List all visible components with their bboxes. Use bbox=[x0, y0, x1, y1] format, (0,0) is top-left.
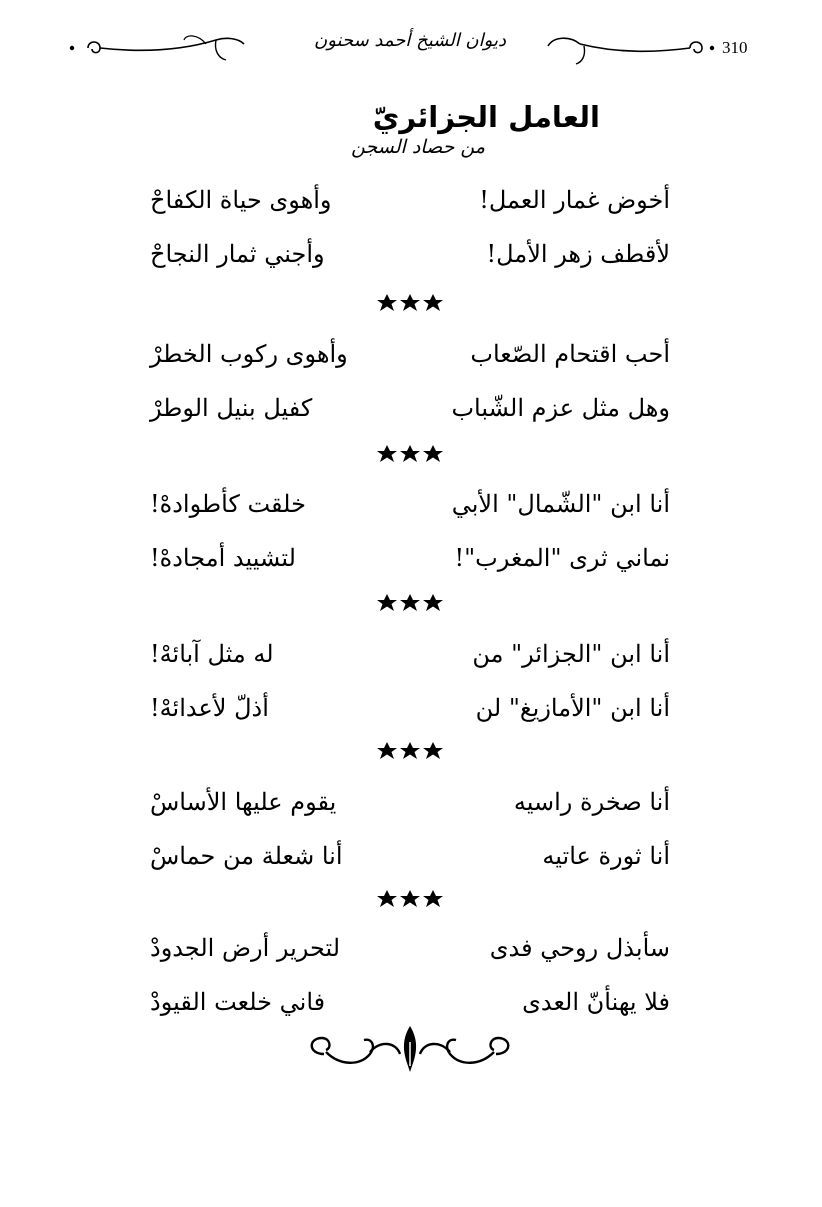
verse-first-hemistich: فلا يهنأنّ العدى bbox=[522, 988, 670, 1016]
stanza-separator-ornament bbox=[350, 592, 470, 620]
poem-subtitle: من حصاد السجن bbox=[351, 136, 485, 158]
verse-second-hemistich: وأجني ثمار النجاحْ bbox=[150, 240, 325, 268]
stanza bbox=[150, 788, 670, 896]
verse bbox=[150, 640, 670, 694]
verse-second-hemistich: فاني خلعت القيودْ bbox=[150, 988, 326, 1016]
verse bbox=[150, 240, 670, 294]
verse-second-hemistich: يقوم عليها الأساسْ bbox=[150, 788, 337, 816]
stanza bbox=[150, 186, 670, 294]
stanza-separator-ornament bbox=[350, 292, 470, 320]
stanza bbox=[150, 340, 670, 448]
verse-first-hemistich: أنا ثورة عاتيه bbox=[542, 842, 670, 870]
page-header bbox=[0, 0, 822, 100]
verse-first-hemistich: أخوض غمار العمل! bbox=[479, 186, 670, 214]
verse bbox=[150, 186, 670, 240]
verse-second-hemistich: وأهوى ركوب الخطرْ bbox=[150, 340, 348, 368]
verse-first-hemistich: وهل مثل عزم الشّباب bbox=[451, 394, 670, 422]
stanza-separator-ornament bbox=[350, 443, 470, 471]
verse-second-hemistich: له مثل آبائهْ! bbox=[150, 640, 274, 668]
footer-ornament bbox=[300, 1022, 520, 1082]
verse-second-hemistich: لتحرير أرض الجدودْ bbox=[150, 934, 341, 962]
verse-first-hemistich: أنا ابن "الشّمال" الأبي bbox=[451, 490, 670, 518]
verse-second-hemistich: أذلّ لأعدائهْ! bbox=[150, 694, 269, 722]
stanza-separator-ornament bbox=[350, 740, 470, 768]
verse bbox=[150, 340, 670, 394]
verse-second-hemistich: وأهوى حياة الكفاحْ bbox=[150, 186, 332, 214]
verse-first-hemistich: أنا ابن "الأمازيغ" لن bbox=[475, 694, 670, 722]
verse bbox=[150, 788, 670, 842]
verse bbox=[150, 934, 670, 988]
verse-second-hemistich: كفيل بنيل الوطرْ bbox=[150, 394, 313, 422]
verse bbox=[150, 490, 670, 544]
verse-first-hemistich: سأبذل روحي فدى bbox=[489, 934, 670, 962]
verse-first-hemistich: نماني ثرى "المغرب"! bbox=[454, 544, 670, 572]
verse-second-hemistich: لتشييد أمجادهْ! bbox=[150, 544, 296, 572]
verse-second-hemistich: خلقت كأطوادهْ! bbox=[150, 490, 306, 518]
poem-title: العامل الجزائريّ bbox=[372, 100, 600, 134]
right-header-ornament bbox=[540, 30, 720, 66]
verse-first-hemistich: أحب اقتحام الصّعاب bbox=[470, 340, 670, 368]
verse bbox=[150, 394, 670, 448]
verse-first-hemistich: أنا ابن "الجزائر" من bbox=[472, 640, 670, 668]
verse bbox=[150, 544, 670, 598]
book-title: ديوان الشيخ أحمد سحنون bbox=[314, 30, 506, 51]
stanza-separator-ornament bbox=[350, 888, 470, 916]
left-header-ornament bbox=[66, 30, 256, 66]
verse-first-hemistich: أنا صخرة راسيه bbox=[513, 788, 670, 816]
verse-second-hemistich: أنا شعلة من حماسْ bbox=[150, 842, 343, 870]
stanza bbox=[150, 640, 670, 748]
verse-first-hemistich: لأقطف زهر الأمل! bbox=[486, 240, 670, 268]
stanza bbox=[150, 490, 670, 598]
page-number: 310 bbox=[722, 38, 748, 57]
